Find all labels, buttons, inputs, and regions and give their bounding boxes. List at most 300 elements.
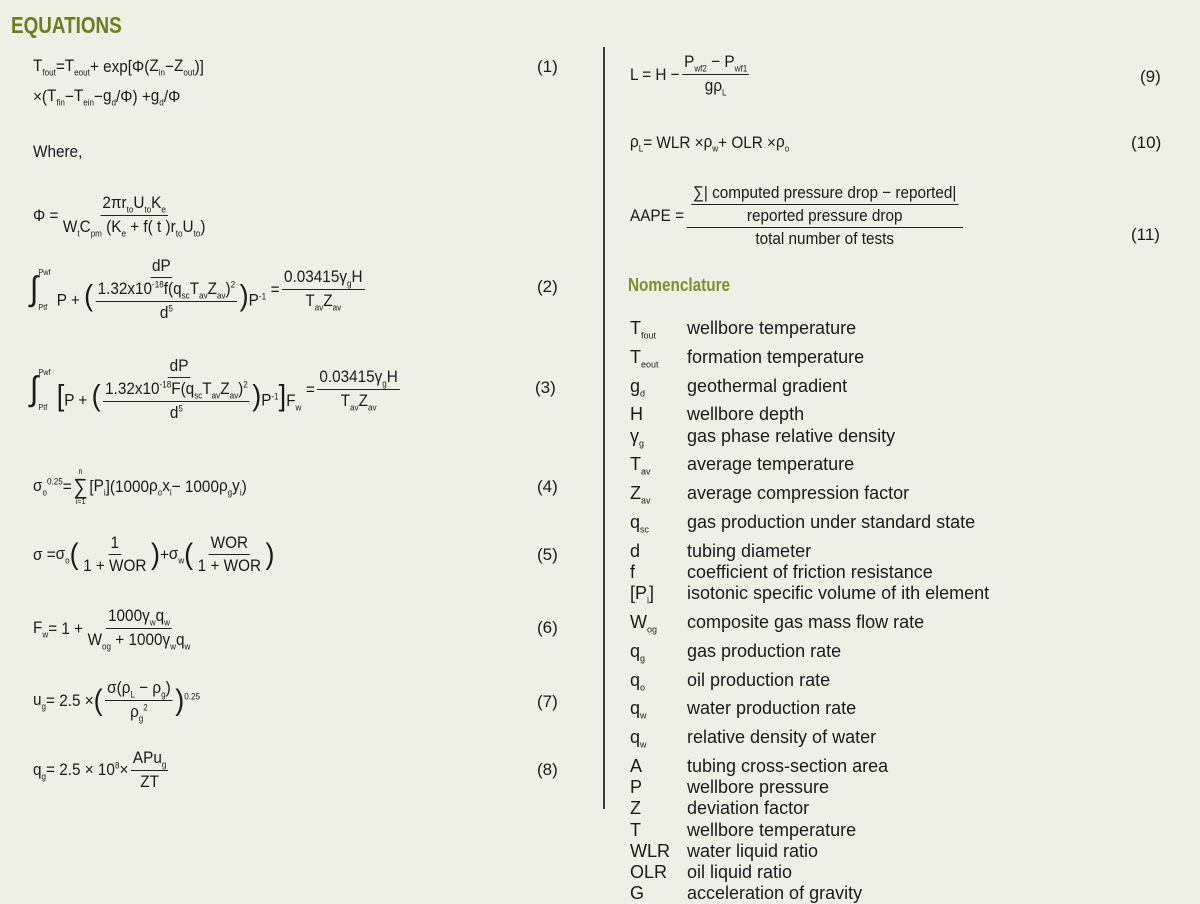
symbol-base: F [286, 390, 296, 410]
symbol-base: q [630, 511, 641, 532]
symbol-base: T [33, 56, 43, 75]
symbol-base: σ [33, 476, 43, 496]
nomenclature-item [630, 454, 989, 483]
symbol [33, 690, 46, 711]
symbol-base: G [630, 883, 645, 904]
subscript: sc [181, 290, 190, 301]
subscript: i [169, 487, 172, 498]
symbol-base: Z [323, 291, 333, 311]
numerator [103, 379, 249, 402]
bracket: ) [265, 537, 275, 571]
superscript: 0.25 [46, 476, 63, 487]
integral-icon: ∫ [30, 370, 39, 409]
subscript: sc [640, 524, 650, 535]
nomenclature-symbol [630, 612, 687, 641]
superscript: -18 [152, 279, 164, 290]
superscript: 5 [168, 303, 173, 314]
symbol-base: q [155, 606, 165, 625]
fraction [682, 52, 749, 98]
subscript: w [640, 710, 647, 721]
denominator [703, 75, 728, 97]
symbol [47, 86, 65, 107]
symbol [231, 279, 236, 298]
subscript: i [647, 595, 650, 606]
subscript: i [239, 487, 242, 498]
numerator [109, 533, 121, 555]
subscript: av [641, 466, 651, 477]
nomenclature-description: composite gas mass flow rate [687, 611, 925, 632]
symbol [182, 217, 201, 239]
integral-sign [30, 368, 50, 412]
symbol-base: d [630, 540, 641, 561]
nomenclature-item [630, 612, 989, 641]
subscript: g [41, 701, 47, 712]
eq-text: 1 + WOR [197, 556, 262, 575]
subscript: og [647, 624, 658, 635]
symbol-base: U [133, 193, 145, 212]
nomenclature-item [630, 670, 989, 699]
symbol-base: A [630, 755, 643, 776]
equation-1-line-1 [33, 56, 204, 77]
superscript: -1 [258, 291, 267, 302]
eq-text: Φ = [33, 205, 59, 225]
nomenclature-item [630, 404, 989, 425]
subscript: o [157, 487, 163, 498]
subscript: g [382, 378, 387, 389]
subscript: to [175, 228, 183, 239]
bracket: [ [56, 379, 65, 413]
subscript: av [350, 402, 359, 413]
nomenclature-symbol [630, 583, 687, 612]
eq-text: WOR [210, 533, 249, 552]
nomenclature-symbol [630, 483, 687, 512]
symbol-base: γ [374, 366, 383, 386]
fraction [105, 678, 172, 724]
subscript: fout [42, 67, 56, 78]
symbol [103, 86, 116, 107]
nomenclature-symbol [630, 454, 687, 483]
fraction [55, 256, 268, 323]
symbol-base: U [182, 217, 194, 237]
upper-limit: Pwf [38, 267, 51, 277]
symbol-base: T [202, 379, 212, 398]
nomenclature-symbol [630, 862, 687, 883]
subscript: w [184, 641, 191, 652]
eq-text: /Φ [163, 86, 181, 106]
symbol [62, 217, 80, 239]
limits [38, 368, 50, 412]
denominator [128, 701, 149, 723]
symbol-base: P [630, 777, 643, 798]
eq-text: /Φ) + [116, 86, 151, 106]
symbol-base: K [111, 217, 122, 237]
eq-text: ∑| computed pressure drop − reported| [693, 183, 957, 202]
nomenclature-description: tubing cross-section area [687, 755, 889, 776]
symbol-base: T [630, 819, 641, 840]
nomenclature-description: wellbore depth [687, 404, 805, 425]
symbol [170, 403, 183, 422]
eq-text: = 2.5 × 10 [46, 760, 115, 780]
symbol [259, 291, 266, 310]
eq-text: dP [169, 356, 189, 375]
symbol-base: σ [168, 543, 179, 563]
symbol-base: u [33, 690, 42, 710]
eq-text: + 1000 [111, 630, 163, 650]
nomenclature-item [630, 727, 989, 756]
nomenclature-symbol [630, 376, 687, 405]
symbol-base: Z [207, 279, 217, 298]
fraction [96, 279, 237, 323]
nomenclature-symbol [630, 798, 687, 819]
symbol-base: WLR [630, 840, 670, 861]
symbol-base: P [93, 476, 104, 496]
subscript: g [227, 487, 233, 498]
nomenclature-description: relative density of water [687, 727, 877, 748]
symbol-base: q [630, 727, 641, 748]
eq-text: + f( t ) [125, 217, 171, 237]
symbol [776, 132, 789, 153]
symbol-base: q [173, 279, 182, 298]
eq-text: = [55, 56, 65, 76]
subscript: L [130, 689, 135, 700]
symbol-base: y [232, 476, 240, 496]
superscript: -1 [271, 391, 279, 402]
eq-text: = 1 + [48, 618, 84, 638]
symbol [149, 56, 165, 77]
symbol-base: g [103, 86, 112, 105]
subscript: eout [74, 67, 90, 78]
eq-text: H [386, 366, 398, 386]
eq-text: P [261, 390, 272, 410]
subscript: fin [56, 97, 65, 108]
superscript: 2 [230, 279, 236, 290]
bracket: ( [93, 683, 103, 717]
nomenclature-item [630, 426, 989, 455]
symbol [189, 279, 208, 301]
eq-text: AAPE = [630, 206, 685, 225]
symbol-base: Z [630, 798, 641, 819]
numerator [131, 748, 168, 771]
symbol-base: T [305, 291, 315, 311]
symbol-base: ρ [218, 476, 228, 496]
fraction [691, 183, 958, 226]
eq-text: ZT [140, 772, 159, 792]
subscript: og [102, 641, 112, 652]
lower-limit: Ptf [38, 302, 48, 312]
summation [73, 468, 87, 506]
symbol-base: ρ [149, 476, 158, 496]
symbol [56, 544, 70, 565]
nomenclature-item [630, 541, 989, 562]
nomenclature-list [630, 318, 989, 904]
subscript: av [641, 495, 651, 506]
symbol [176, 630, 191, 652]
subscript: g [640, 653, 646, 664]
symbol-base: f [630, 561, 636, 582]
symbol-base: ρ [121, 678, 131, 697]
upper-limit: n [78, 467, 83, 476]
superscript: -18 [159, 379, 172, 390]
nomenclature-item [630, 883, 989, 904]
symbol-base: T [630, 346, 641, 367]
symbol [151, 193, 166, 215]
nomenclature-symbol [630, 404, 687, 425]
eq-text: − [706, 52, 725, 71]
symbol [102, 193, 134, 215]
denominator [55, 378, 303, 423]
equation-10 [630, 132, 789, 153]
symbol-base: q [630, 698, 641, 719]
symbol-base: q [630, 669, 641, 690]
symbol-base: [P [630, 583, 648, 604]
nomenclature-description: acceleration of gravity [687, 883, 863, 904]
eq-text: − [134, 678, 153, 697]
symbol [724, 52, 748, 74]
nomenclature-description: tubing diameter [687, 540, 812, 561]
nomenclature-description: oil liquid ratio [687, 861, 793, 882]
eq-text: + exp[Φ( [89, 56, 150, 76]
nomenclature-symbol [630, 541, 687, 562]
nomenclature-symbol [630, 562, 687, 583]
symbol [149, 476, 162, 497]
nomenclature-description: gas production under standard state [687, 511, 976, 532]
symbol-base: Z [173, 56, 184, 75]
fraction [282, 267, 364, 313]
denominator [339, 390, 378, 412]
subscript: w [164, 617, 170, 628]
equation-2 [30, 256, 367, 323]
symbol-base: 2πr [102, 193, 127, 212]
subscript: L [638, 143, 644, 154]
superscript: 5 [178, 403, 183, 414]
subscript: to [144, 204, 152, 215]
eq-text: ) [241, 477, 247, 496]
subscript: g [161, 689, 166, 700]
eq-text: ) [165, 678, 171, 697]
nomenclature-symbol [630, 841, 687, 862]
eq-text: 1.32x10 [105, 379, 160, 398]
numerator [106, 606, 172, 629]
numerator [168, 356, 190, 378]
equation-phi [33, 193, 210, 239]
equation-11 [630, 183, 965, 249]
bracket: ( [69, 537, 79, 571]
subscript: d [111, 97, 117, 108]
eq-text: 0.03415 [284, 266, 340, 286]
denominator [196, 555, 263, 576]
symbol-base: q [33, 759, 42, 779]
bracket: ) [252, 379, 262, 413]
subscript: wf2 [694, 63, 707, 74]
nomenclature-item [630, 798, 989, 819]
symbol-base: σ [55, 543, 66, 563]
nomenclature-item [630, 347, 989, 376]
subscript: w [178, 555, 185, 566]
symbol [184, 691, 200, 711]
symbol [155, 606, 170, 628]
denominator [745, 205, 904, 226]
symbol [232, 476, 241, 497]
subscript: to [193, 228, 201, 239]
symbol [111, 217, 126, 239]
subscript: eout [641, 359, 659, 370]
symbol [153, 748, 167, 770]
equation-9 [630, 52, 752, 98]
symbol-base: H [630, 404, 643, 425]
symbol-base: K [151, 193, 162, 212]
nomenclature-description: wellbore pressure [687, 777, 830, 798]
nomenclature-description: isotonic specific volume of ith element [687, 583, 990, 604]
symbol-base: Z [220, 379, 230, 398]
eq-text: − [64, 86, 74, 106]
nomenclature-item [630, 376, 989, 405]
nomenclature-symbol [630, 777, 687, 798]
symbol-base: ρ [630, 132, 639, 151]
symbol [170, 217, 183, 239]
bracket: ( [91, 379, 101, 413]
subscript: pm [90, 228, 102, 239]
fraction [81, 533, 148, 576]
symbol-base: q [176, 630, 185, 650]
symbol [286, 390, 302, 413]
denominator [304, 290, 343, 312]
fraction [196, 533, 263, 576]
denominator [55, 278, 268, 323]
lower-limit: i=1 [75, 497, 86, 506]
nomenclature-description: gas production rate [687, 640, 842, 661]
eq-text: f( [163, 279, 174, 298]
nomenclature-description: average temperature [687, 454, 855, 475]
subscript: g [41, 770, 47, 781]
subscript: av [216, 290, 226, 301]
eq-text: − [165, 56, 174, 76]
symbol [220, 379, 239, 401]
bracket: ) [239, 279, 249, 313]
denominator [158, 302, 175, 323]
equation-4 [33, 468, 247, 506]
symbol-base: γ [339, 266, 347, 286]
eq-text: ) [238, 379, 244, 398]
eq-text: 1000 [108, 606, 143, 625]
superscript: 8 [114, 760, 120, 771]
equation-6 [33, 606, 195, 652]
symbol [87, 630, 112, 652]
fraction [687, 183, 963, 249]
eq-text: L = H − [630, 64, 680, 84]
symbol [704, 132, 719, 153]
eq-text: = 2.5 × [46, 690, 94, 710]
subscript: o [784, 143, 790, 154]
symbol-base: P [724, 52, 735, 71]
numerator [105, 678, 172, 701]
subscript: g [138, 713, 144, 724]
equation-number: (8) [537, 760, 558, 779]
symbol-base: u [153, 748, 162, 767]
nomenclature-description: average compression factor [687, 483, 910, 504]
superscript: 2 [143, 702, 148, 713]
integral-icon: ∫ [30, 270, 39, 309]
eq-text: 1 [110, 533, 120, 552]
fraction [131, 748, 168, 792]
lower-limit: Ptf [38, 402, 48, 412]
symbol [202, 379, 221, 401]
equation-5 [33, 533, 275, 576]
eq-text: + [159, 544, 169, 564]
nomenclature-item [630, 841, 989, 862]
symbol [142, 606, 156, 628]
nomenclature-description: water liquid ratio [687, 840, 819, 861]
eq-text: × [119, 760, 129, 780]
nomenclature-symbol [630, 670, 687, 699]
nomenclature-item [630, 641, 989, 670]
nomenclature-item [630, 862, 989, 883]
eq-text: P + [56, 290, 85, 310]
nomenclature-symbol [630, 698, 687, 727]
denominator [754, 228, 896, 249]
eq-text: ( [101, 217, 112, 237]
nomenclature-symbol [630, 883, 687, 904]
symbol [169, 544, 184, 565]
subscript: w [149, 617, 156, 628]
where-label: Where, [33, 142, 83, 161]
numerator [687, 183, 963, 228]
nomenclature-item [630, 512, 989, 541]
symbol-base: T [73, 86, 84, 105]
integral-sign [30, 268, 50, 312]
eq-text: AP [132, 748, 154, 767]
symbol-base: T [340, 391, 351, 411]
symbol [151, 86, 164, 107]
subscript: g [161, 759, 167, 770]
numerator [682, 52, 749, 75]
eq-text: P [248, 290, 259, 310]
subscript: L [722, 87, 727, 98]
eq-text: total number of tests [755, 229, 895, 248]
symbol-base: q [630, 640, 641, 661]
eq-text: P + [64, 390, 92, 410]
subscript: out [183, 67, 195, 78]
symbol-base: T [64, 56, 75, 75]
subscript: i [103, 487, 106, 498]
symbol [33, 56, 56, 77]
symbol [162, 630, 177, 652]
symbol [133, 193, 152, 215]
nomenclature-symbol [630, 756, 687, 777]
symbol-base: ρ [713, 76, 723, 96]
bracket: ] [278, 379, 287, 413]
symbol [162, 476, 171, 497]
subscript: w [712, 143, 719, 154]
eq-text: [ [89, 477, 94, 496]
nomenclature-description: wellbore temperature [687, 819, 857, 840]
nomenclature-description: water production rate [687, 698, 857, 719]
nomenclature-description: formation temperature [687, 346, 865, 367]
sigma-icon: ∑ [73, 474, 88, 499]
symbol-base: W [87, 630, 103, 650]
nomenclature-item [630, 698, 989, 727]
denominator [138, 771, 160, 792]
symbol [243, 379, 248, 398]
bracket: ( [184, 537, 194, 571]
nomenclature-item [630, 777, 989, 798]
numerator [150, 256, 172, 278]
equation-number: (5) [537, 545, 558, 564]
equation-1-line-2 [33, 86, 180, 107]
eq-text: 1 + WOR [83, 556, 147, 575]
nomenclature-description: coefficient of friction resistance [687, 561, 933, 582]
bracket: ) [175, 683, 185, 717]
nomenclature-symbol [630, 641, 687, 670]
